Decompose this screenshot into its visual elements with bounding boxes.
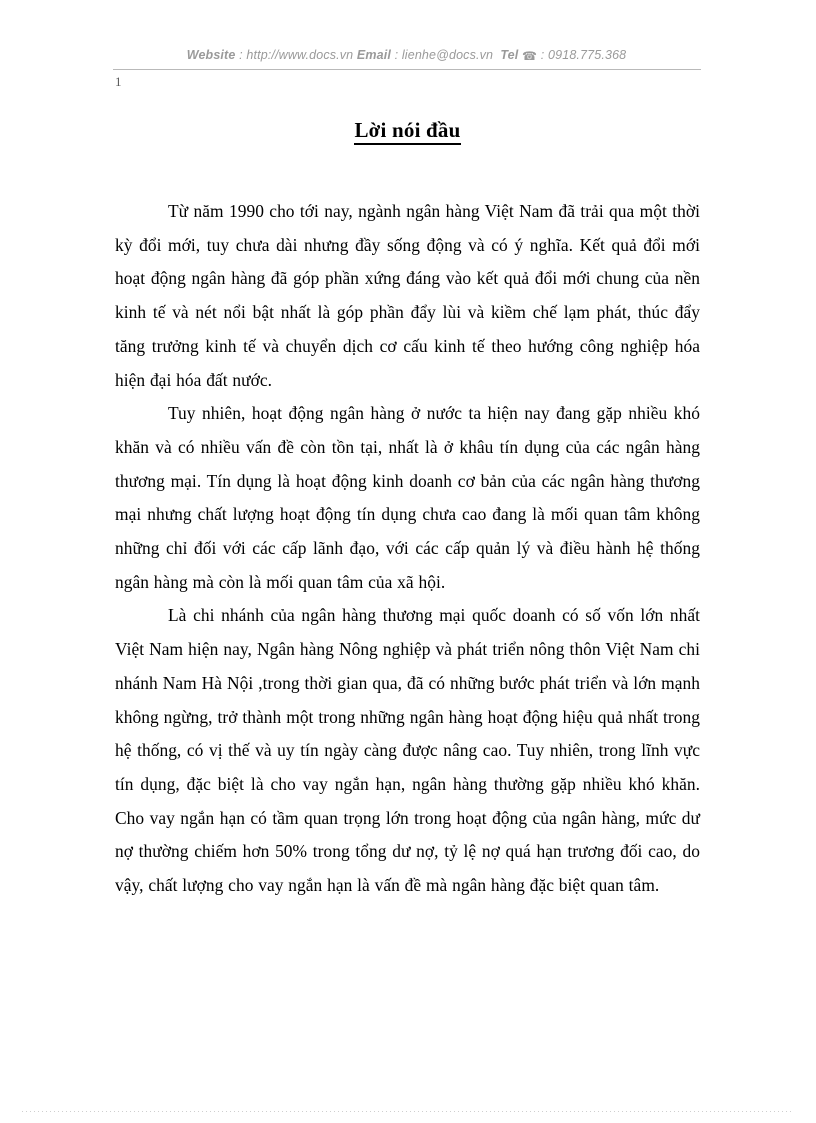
header-tel-label: Tel — [500, 48, 519, 62]
header-website-url[interactable]: http://www.docs.vn — [246, 48, 354, 62]
header-tel-number: 0918.775.368 — [548, 48, 627, 62]
body-paragraph: Tuy nhiên, hoạt động ngân hàng ở nước ta hiện nay đang gặp nhiều khó khăn và có nhiều vấn đề còn tồn tại, nhất là ở khâu tín dụng của các ngân hàng thương mại. Tín dụng là hoạt động kinh doanh cơ bản của các ngân hàng thương mại nhưng chất lượng hoạt động tín dụng chưa cao đang là mối quan tâm không những chỉ đối với các cấp lãnh đạo, với các cấp quản lý và điều hành hệ thống ngân hàng mà còn là mối quan tâm của xã hội. — [115, 403, 700, 592]
header-website-label: Website — [186, 48, 236, 62]
header-contact-line — [187, 48, 627, 62]
header-website-separator: : — [235, 48, 247, 62]
header-email-separator: : — [391, 48, 402, 62]
header-tel-separator: : — [537, 48, 549, 62]
page-title-text: Lời nói đầu — [354, 118, 460, 145]
page-number: 1 — [115, 74, 122, 89]
body-paragraph: Từ năm 1990 cho tới nay, ngành ngân hàng Việt Nam đã trải qua một thời kỳ đổi mới, tuy chưa dài nhưng đầy sống động và có ý nghĩa. Kết quả đổi mới hoạt động ngân hàng đã góp phần xứng đáng vào kết quả đổi mới chung của nền kinh tế và nét nổi bật nhất là góp phần đẩy lùi và kiềm chế lạm phát, thúc đẩy tăng trưởng kinh tế và chuyển dịch cơ cấu kinh tế theo hướng công nghiệp hóa hiện đại hóa đất nước. — [115, 201, 700, 390]
body-paragraph: Là chi nhánh của ngân hàng thương mại quốc doanh có số vốn lớn nhất Việt Nam hiện nay, Ngân hàng Nông nghiệp và phát triển nông thôn Việt Nam chi nhánh Nam Hà Nội ,trong thời gian qua, đã có những bước phát triển và lớn mạnh không ngừng, trở thành một trong những ngân hàng hoạt động hiệu quả nhất trong hệ thống, có vị thế và uy tín ngày càng được nâng cao. Tuy nhiên, trong lĩnh vực tín dụng, đặc biệt là cho vay ngắn hạn, ngân hàng thường gặp nhiều khó khăn. Cho vay ngắn hạn có tầm quan trọng lớn trong hoạt động của ngân hàng, mức dư nợ thường chiếm hơn 50% trong tổng dư nợ, tỷ lệ nợ quá hạn trương đối cao, do vậy, chất lượng cho vay ngắn hạn là vấn đề mà ngân hàng đặc biệt quan tâm. — [115, 605, 700, 896]
page-bottom-artifact — [22, 1111, 794, 1112]
document-body — [115, 118, 700, 903]
document-header — [113, 44, 700, 66]
header-email-label: Email — [356, 48, 391, 62]
phone-icon: ☎ — [522, 49, 538, 63]
header-divider — [113, 69, 701, 70]
header-email-address[interactable]: lienhe@docs.vn — [401, 48, 494, 62]
page-title — [115, 118, 700, 143]
